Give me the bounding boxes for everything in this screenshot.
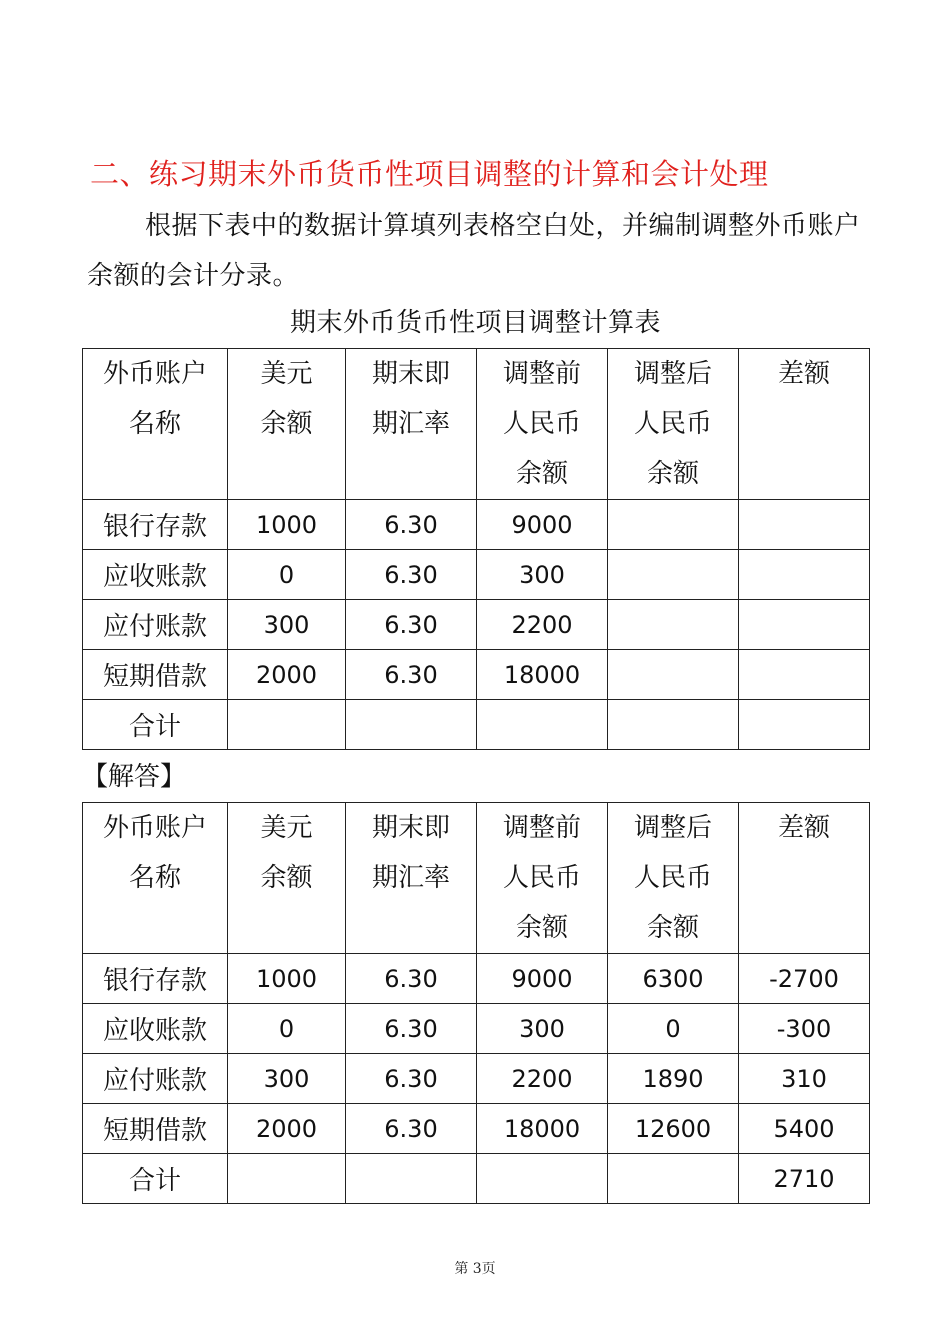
header-cell	[228, 349, 346, 500]
header-line: 余额	[646, 459, 699, 489]
value-cell: -2700	[739, 954, 870, 1004]
account-name-cell: 短期借款	[83, 650, 228, 700]
value-cell: 2000	[228, 1104, 346, 1154]
value-cell: 1000	[228, 954, 346, 1004]
value-cell	[739, 600, 870, 650]
header-cell	[739, 803, 870, 954]
header-line: 调整前	[502, 359, 581, 389]
account-name-cell: 应付账款	[83, 600, 228, 650]
account-name-cell: 短期借款	[83, 1104, 228, 1154]
table-row	[83, 550, 870, 600]
account-name-cell: 合计	[83, 700, 228, 750]
value-cell	[608, 550, 739, 600]
header-line: 人民币	[633, 863, 712, 893]
header-line: 调整后	[633, 359, 712, 389]
instruction-text: 根据下表中的数据计算填列表格空白处，并编制调整外币账户余额的会计分录。	[87, 211, 861, 291]
header-line: 调整前	[502, 813, 581, 843]
value-cell: 6.30	[346, 954, 477, 1004]
value-cell: 18000	[477, 1104, 608, 1154]
header-cell	[739, 349, 870, 500]
header-line: 名称	[128, 863, 181, 893]
account-name-cell: 合计	[83, 1154, 228, 1204]
header-line: 余额	[515, 459, 568, 489]
value-cell: 300	[477, 550, 608, 600]
account-name-cell: 应付账款	[83, 1054, 228, 1104]
header-cell	[608, 349, 739, 500]
table-title: 期末外币货币性项目调整计算表	[289, 308, 661, 338]
answer-label: 【解答】	[82, 762, 187, 792]
header-line: 余额	[646, 913, 699, 943]
header-cell	[477, 803, 608, 954]
value-cell: 0	[608, 1004, 739, 1054]
value-cell: 6.30	[346, 1004, 477, 1054]
header-cell	[608, 803, 739, 954]
value-cell	[477, 1154, 608, 1204]
header-line: 调整后	[633, 813, 712, 843]
header-line: 外币账户	[102, 359, 207, 389]
section-heading: 二、练习期末外币货币性项目调整的计算和会计处理	[90, 157, 769, 191]
value-cell: 2200	[477, 600, 608, 650]
account-name-cell: 应收账款	[83, 1004, 228, 1054]
header-cell	[83, 349, 228, 500]
header-row	[83, 803, 870, 954]
header-cell	[228, 803, 346, 954]
answer-table	[82, 802, 870, 1204]
account-name-cell: 银行存款	[83, 500, 228, 550]
value-cell	[477, 700, 608, 750]
header-line: 期末即	[371, 359, 450, 389]
value-cell: 6.30	[346, 600, 477, 650]
value-cell: 6.30	[346, 1104, 477, 1154]
header-line: 期汇率	[371, 863, 450, 893]
value-cell: 2710	[739, 1154, 870, 1204]
value-cell: 2200	[477, 1054, 608, 1104]
value-cell	[608, 650, 739, 700]
table-row	[83, 1104, 870, 1154]
value-cell: -300	[739, 1004, 870, 1054]
value-cell: 0	[228, 1004, 346, 1054]
table-row	[83, 1004, 870, 1054]
value-cell: 6.30	[346, 550, 477, 600]
header-line: 差额	[777, 359, 830, 389]
page-footer: 第 3页	[454, 1261, 496, 1277]
value-cell: 2000	[228, 650, 346, 700]
header-line: 外币账户	[102, 813, 207, 843]
value-cell: 6.30	[346, 1054, 477, 1104]
value-cell: 1890	[608, 1054, 739, 1104]
header-line: 美元	[260, 813, 313, 843]
header-line: 人民币	[633, 409, 712, 439]
value-cell	[346, 1154, 477, 1204]
table-row	[83, 600, 870, 650]
value-cell	[608, 700, 739, 750]
header-line: 余额	[515, 913, 568, 943]
value-cell: 0	[228, 550, 346, 600]
header-line: 名称	[128, 409, 181, 439]
value-cell	[608, 500, 739, 550]
header-line: 美元	[260, 359, 313, 389]
value-cell: 1000	[228, 500, 346, 550]
value-cell: 6.30	[346, 650, 477, 700]
value-cell	[608, 600, 739, 650]
table-row	[83, 650, 870, 700]
value-cell	[346, 700, 477, 750]
table-row	[83, 1054, 870, 1104]
header-line: 期汇率	[371, 409, 450, 439]
header-line: 余额	[260, 409, 313, 439]
value-cell: 5400	[739, 1104, 870, 1154]
value-cell: 300	[228, 1054, 346, 1104]
value-cell: 6300	[608, 954, 739, 1004]
header-cell	[346, 803, 477, 954]
account-name-cell: 银行存款	[83, 954, 228, 1004]
header-cell	[477, 349, 608, 500]
value-cell	[739, 650, 870, 700]
instruction-paragraph	[87, 201, 877, 301]
value-cell	[739, 550, 870, 600]
account-name-cell: 应收账款	[83, 550, 228, 600]
header-line: 人民币	[502, 863, 581, 893]
value-cell: 9000	[477, 500, 608, 550]
value-cell	[739, 500, 870, 550]
value-cell	[739, 700, 870, 750]
header-cell	[83, 803, 228, 954]
header-line: 人民币	[502, 409, 581, 439]
header-cell	[346, 349, 477, 500]
header-row	[83, 349, 870, 500]
value-cell: 12600	[608, 1104, 739, 1154]
table-row	[83, 1154, 870, 1204]
value-cell	[228, 1154, 346, 1204]
value-cell: 300	[228, 600, 346, 650]
table-row	[83, 500, 870, 550]
value-cell	[608, 1154, 739, 1204]
header-line: 期末即	[371, 813, 450, 843]
header-line: 余额	[260, 863, 313, 893]
question-table	[82, 348, 870, 750]
value-cell	[228, 700, 346, 750]
value-cell: 310	[739, 1054, 870, 1104]
table-row	[83, 954, 870, 1004]
table-row	[83, 700, 870, 750]
value-cell: 300	[477, 1004, 608, 1054]
header-line: 差额	[777, 813, 830, 843]
value-cell: 9000	[477, 954, 608, 1004]
value-cell: 18000	[477, 650, 608, 700]
value-cell: 6.30	[346, 500, 477, 550]
